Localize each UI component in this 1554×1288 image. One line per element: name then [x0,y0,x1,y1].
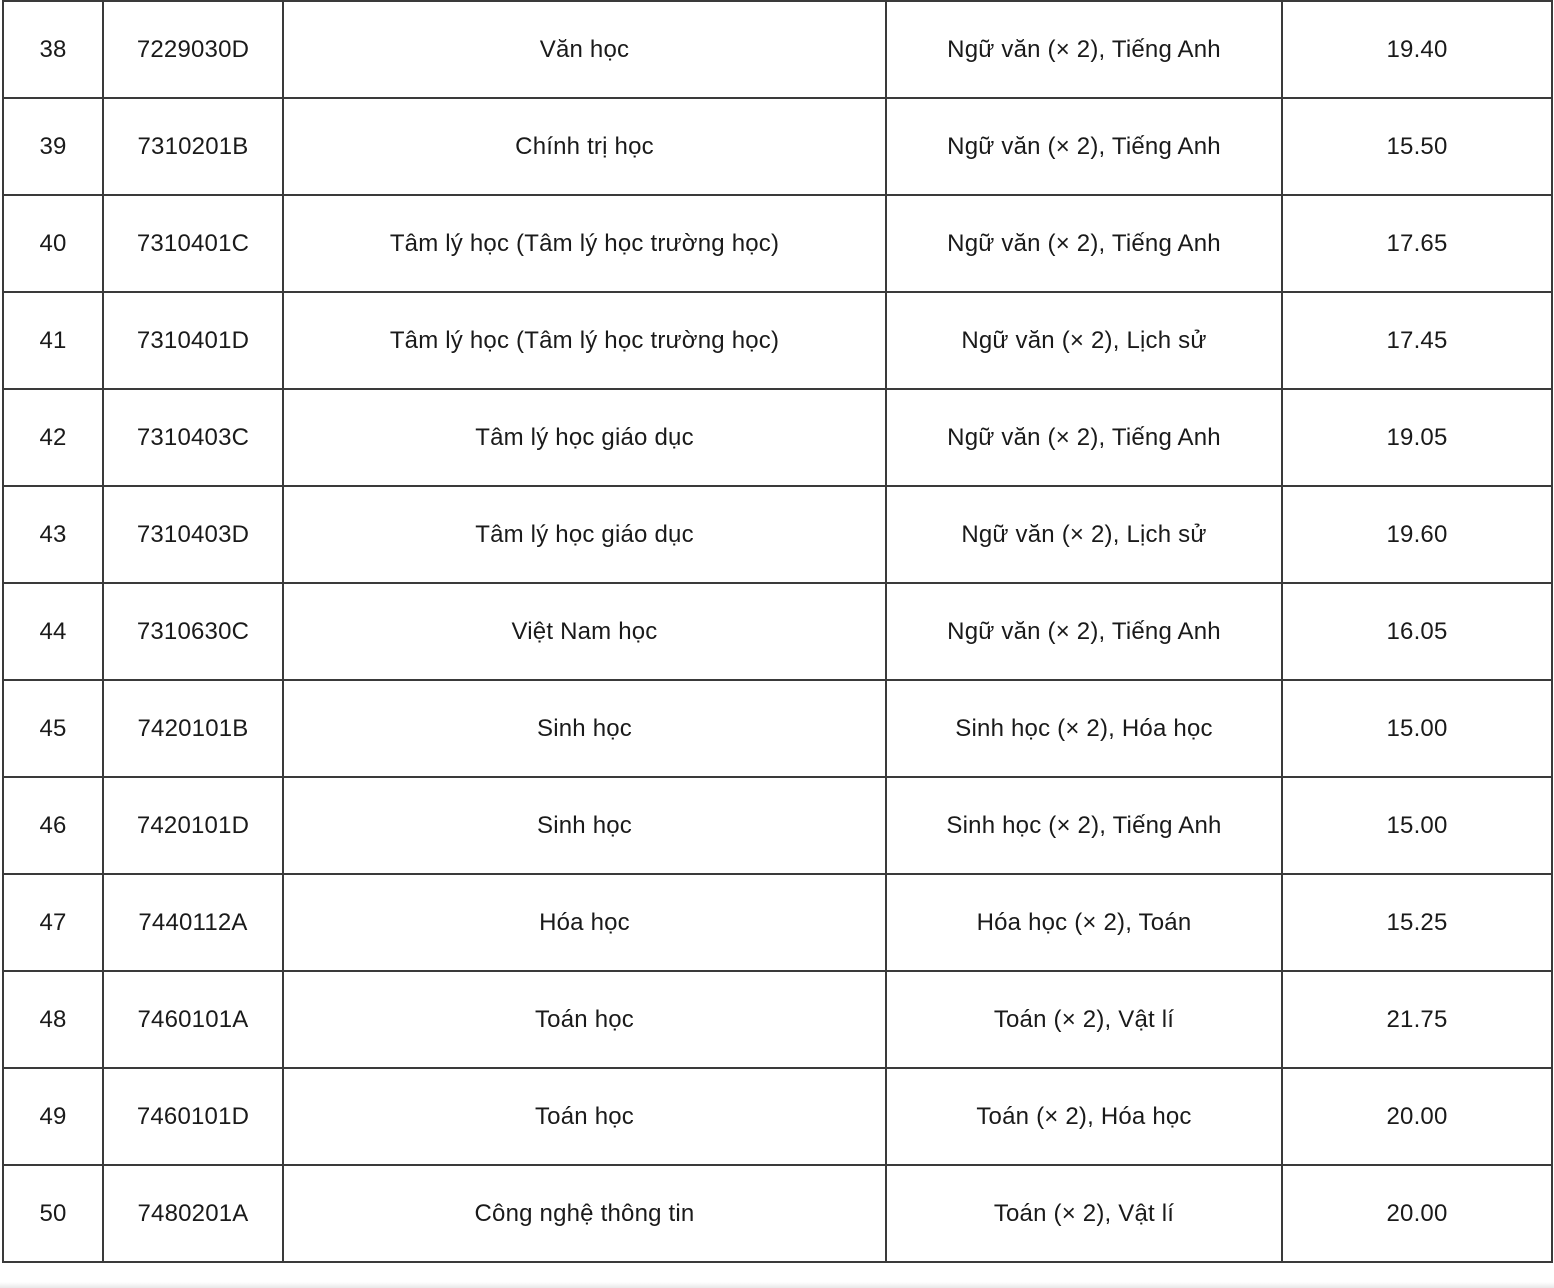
table-row [3,98,1552,195]
cell-score: 19.60 [1282,486,1552,583]
cell-code: 7460101D [103,1068,283,1165]
table-row [3,292,1552,389]
table-row [3,777,1552,874]
cell-major: Hóa học [283,874,886,971]
cell-code: 7440112A [103,874,283,971]
cell-subjects: Toán (× 2), Hóa học [886,1068,1282,1165]
cell-subjects: Ngữ văn (× 2), Tiếng Anh [886,195,1282,292]
cell-score: 15.00 [1282,680,1552,777]
cell-code: 7460101A [103,971,283,1068]
cell-subjects: Toán (× 2), Vật lí [886,971,1282,1068]
table-row [3,486,1552,583]
cell-stt: 44 [3,583,103,680]
table-row [3,680,1552,777]
table-row [3,389,1552,486]
cell-code: 7310403C [103,389,283,486]
cell-score: 19.05 [1282,389,1552,486]
table-row [3,1165,1552,1262]
cell-stt: 42 [3,389,103,486]
cell-stt: 41 [3,292,103,389]
cell-subjects: Ngữ văn (× 2), Lịch sử [886,292,1282,389]
cell-score: 21.75 [1282,971,1552,1068]
cell-subjects: Sinh học (× 2), Tiếng Anh [886,777,1282,874]
table-row [3,1,1552,98]
cell-score: 17.65 [1282,195,1552,292]
cell-stt: 39 [3,98,103,195]
cell-major: Toán học [283,971,886,1068]
cell-major: Tâm lý học giáo dục [283,389,886,486]
cell-stt: 38 [3,1,103,98]
table-body [3,1,1552,1262]
cell-score: 15.00 [1282,777,1552,874]
cell-major: Chính trị học [283,98,886,195]
cell-stt: 47 [3,874,103,971]
cell-score: 16.05 [1282,583,1552,680]
cell-stt: 40 [3,195,103,292]
cell-subjects: Ngữ văn (× 2), Tiếng Anh [886,1,1282,98]
cell-stt: 43 [3,486,103,583]
cell-code: 7310403D [103,486,283,583]
cell-score: 17.45 [1282,292,1552,389]
cell-major: Văn học [283,1,886,98]
cell-code: 7420101B [103,680,283,777]
cell-code: 7480201A [103,1165,283,1262]
cell-score: 19.40 [1282,1,1552,98]
table-row [3,1068,1552,1165]
cell-major: Sinh học [283,777,886,874]
cell-major: Việt Nam học [283,583,886,680]
bottom-edge-shadow [0,1282,1554,1288]
cell-code: 7310201B [103,98,283,195]
cell-stt: 49 [3,1068,103,1165]
cell-score: 20.00 [1282,1068,1552,1165]
cell-code: 7310401D [103,292,283,389]
cell-major: Sinh học [283,680,886,777]
table-row [3,874,1552,971]
cell-score: 15.25 [1282,874,1552,971]
cell-subjects: Ngữ văn (× 2), Tiếng Anh [886,389,1282,486]
cell-subjects: Ngữ văn (× 2), Tiếng Anh [886,98,1282,195]
cell-subjects: Ngữ văn (× 2), Lịch sử [886,486,1282,583]
cell-score: 15.50 [1282,98,1552,195]
cell-subjects: Sinh học (× 2), Hóa học [886,680,1282,777]
cell-major: Tâm lý học (Tâm lý học trường học) [283,292,886,389]
cell-code: 7310630C [103,583,283,680]
cell-code: 7310401C [103,195,283,292]
cell-score: 20.00 [1282,1165,1552,1262]
admission-score-table [2,0,1553,1263]
cell-subjects: Hóa học (× 2), Toán [886,874,1282,971]
cell-subjects: Toán (× 2), Vật lí [886,1165,1282,1262]
table-row [3,583,1552,680]
cell-code: 7229030D [103,1,283,98]
table-row [3,971,1552,1068]
cell-major: Công nghệ thông tin [283,1165,886,1262]
cell-code: 7420101D [103,777,283,874]
cell-stt: 45 [3,680,103,777]
cell-stt: 48 [3,971,103,1068]
table-row [3,195,1552,292]
cell-stt: 46 [3,777,103,874]
cell-major: Tâm lý học (Tâm lý học trường học) [283,195,886,292]
cell-major: Toán học [283,1068,886,1165]
cell-subjects: Ngữ văn (× 2), Tiếng Anh [886,583,1282,680]
cell-stt: 50 [3,1165,103,1262]
cell-major: Tâm lý học giáo dục [283,486,886,583]
